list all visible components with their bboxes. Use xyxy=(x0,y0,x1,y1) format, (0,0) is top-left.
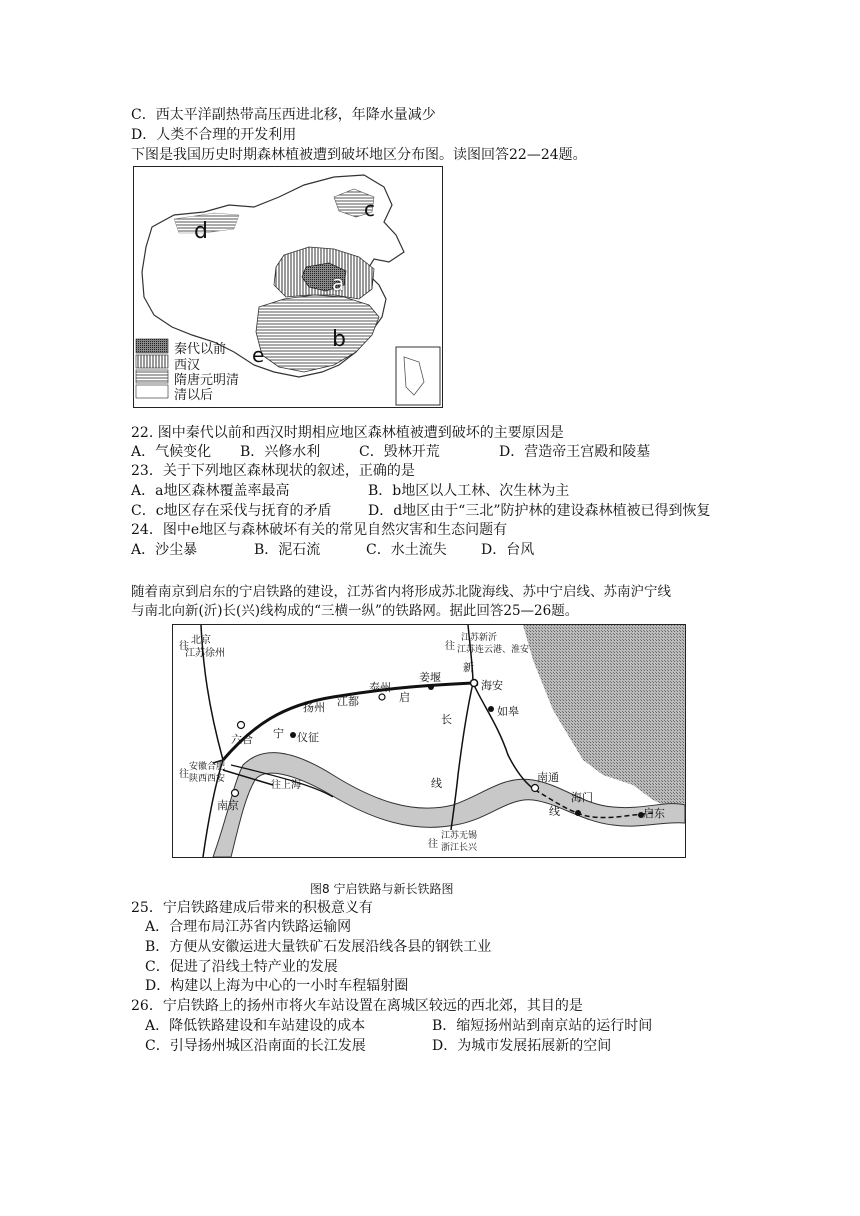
map2-wuxi: 江苏无锡 xyxy=(441,831,478,841)
map2-xian-label-2: 线 xyxy=(549,805,560,818)
q24-option-b: B．泥石流 xyxy=(254,542,321,558)
city-xin: 新 xyxy=(463,661,474,674)
map2-wang4: 往 xyxy=(428,839,438,850)
map2-beijing: 北京 xyxy=(191,635,211,646)
map2-shanghai: 往上海 xyxy=(271,780,301,791)
map-label-c: c xyxy=(364,197,375,221)
city-nanjing: 南京 xyxy=(217,799,239,812)
q22-option-d: D．营造帝王宫殿和陵墓 xyxy=(499,444,651,460)
city-haimen: 海门 xyxy=(571,791,593,804)
q25-option-c: C．促进了沿线土特产业的发展 xyxy=(145,959,338,975)
q22-option-b: B．兴修水利 xyxy=(240,444,321,460)
map2-wang3: 往 xyxy=(179,769,189,780)
map2-wang2: 往 xyxy=(445,641,455,652)
city-rugao: 如皋 xyxy=(497,705,519,718)
city-yangzhou: 扬州 xyxy=(303,701,325,714)
q22-option-c: C．毁林开荒 xyxy=(359,444,440,460)
q23-option-b: B．b地区以人工林、次生林为主 xyxy=(368,483,570,499)
q26-option-c: C．引导扬州城区沿南面的长江发展 xyxy=(145,1038,366,1054)
q21-option-d: D．人类不合理的开发利用 xyxy=(131,127,297,143)
legend-item: 西汉 xyxy=(174,358,201,373)
q26-option-d: D．为城市发展拓展新的空间 xyxy=(432,1038,612,1054)
q25-option-b: B．方便从安徽运进大量铁矿石发展沿线各县的钢铁工业 xyxy=(145,939,492,955)
q23-option-c: C．c地区存在采伐与抚育的矛盾 xyxy=(131,503,332,519)
q26-stem: 26．宁启铁路上的扬州市将火车站设置在离城区较远的西北郊，其目的是 xyxy=(131,998,583,1014)
q24-stem: 24．图中e地区与森林破坏有关的常见自然灾害和生态问题有 xyxy=(131,522,508,538)
city-haian: 海安 xyxy=(481,679,503,692)
map2-xian-label: 线 xyxy=(431,777,442,790)
map2-caption: 图8 宁启铁路与新长铁路图 xyxy=(310,882,454,896)
legend-item: 清以后 xyxy=(174,388,214,403)
city-qi: 启 xyxy=(399,691,410,704)
q24-option-c: C．水土流失 xyxy=(366,542,447,558)
map2-chang: 长 xyxy=(441,713,452,726)
map-label-a: a xyxy=(332,271,345,295)
intro-25-26-line1: 随着南京到启东的宁启铁路的建设，江苏省内将形成苏北陇海线、苏中宁启线、苏南沪宁线 xyxy=(131,584,671,600)
city-qidong: 启东 xyxy=(643,807,665,820)
railway-map xyxy=(172,624,686,858)
intro-22-24: 下图是我国历史时期森林植被遭到破坏地区分布图。读图回答22—24题。 xyxy=(131,147,587,163)
city-nantong: 南通 xyxy=(537,771,559,784)
map2-wang: 往 xyxy=(179,641,189,652)
q21-option-c: C．西太平洋副热带高压西进北移，年降水量减少 xyxy=(131,107,436,123)
map2-xinyi: 江苏新沂 xyxy=(461,633,498,643)
city-taizhou: 泰州 xyxy=(369,681,391,694)
map-label-e: e xyxy=(252,343,265,367)
q26-option-a: A．降低铁路建设和车站建设的成本 xyxy=(145,1018,366,1034)
map2-xuzhou: 江苏徐州 xyxy=(185,648,225,659)
legend-item: 秦代以前 xyxy=(174,342,227,357)
city-yizheng: 仪征 xyxy=(297,731,319,744)
map2-changxing: 浙江长兴 xyxy=(441,843,478,853)
map2-hefei: 安徽合肥 xyxy=(189,762,226,772)
map-label-b: b xyxy=(332,327,346,352)
city-jiangyan: 姜堰 xyxy=(419,671,441,684)
q24-option-a: A．沙尘暴 xyxy=(131,542,198,558)
city-ning: 宁 xyxy=(273,727,284,740)
q26-option-b: B．缩短扬州站到南京站的运行时间 xyxy=(432,1018,653,1034)
city-jiangdu: 江都 xyxy=(337,695,359,708)
q23-stem: 23．关于下列地区森林现状的叙述，正确的是 xyxy=(131,463,415,479)
map2-xian: 陕西西安 xyxy=(189,774,226,784)
map-label-d: d xyxy=(194,219,208,244)
q25-stem: 25．宁启铁路建成后带来的积极意义有 xyxy=(131,900,373,916)
q25-option-a: A．合理布局江苏省内铁路运输网 xyxy=(145,919,352,935)
q22-option-a: A．气候变化 xyxy=(131,444,212,460)
q23-option-d: D．d地区由于“三北”防护林的建设森林植被已得到恢复 xyxy=(368,503,711,519)
legend-item: 隋唐元明清 xyxy=(174,373,240,388)
q23-option-a: A．a地区森林覆盖率最高 xyxy=(131,483,290,499)
city-liuhe: 六合 xyxy=(231,733,253,746)
map2-lianyungang: 江苏连云港、淮安 xyxy=(457,645,530,655)
china-forest-map xyxy=(133,166,443,408)
q25-option-d: D．构建以上海为中心的一小时车程辐射圈 xyxy=(145,978,409,994)
q22-stem: 22. 图中秦代以前和西汉时期相应地区森林植被遭到破坏的主要原因是 xyxy=(131,425,564,441)
q24-option-d: D．台风 xyxy=(481,542,535,558)
intro-25-26-line2: 与南北向新(沂)长(兴)线构成的“三横一纵”的铁路网。据此回答25—26题。 xyxy=(131,603,579,619)
